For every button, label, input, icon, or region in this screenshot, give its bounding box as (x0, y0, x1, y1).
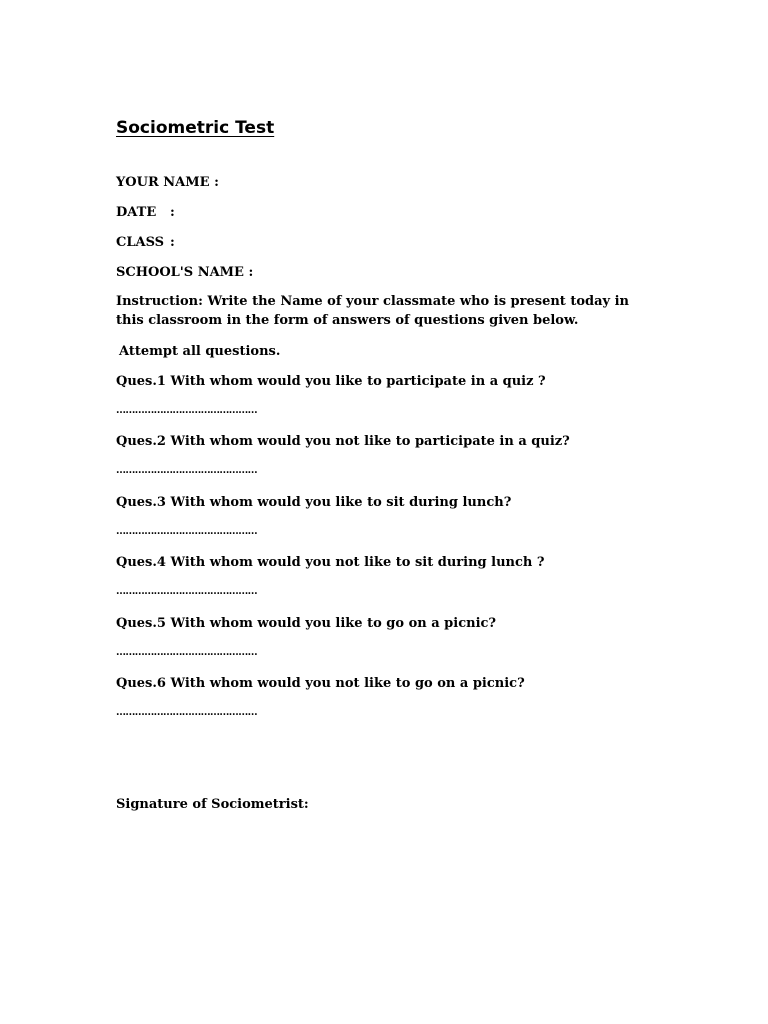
question-3: Ques.3 With whom would you like to sit during lunch? (116, 495, 512, 510)
class-label: CLASS (116, 235, 165, 250)
date-separator: : (170, 205, 175, 220)
question-6: Ques.6 With whom would you not like to go on a picnic? (116, 676, 525, 691)
class-separator: : (170, 235, 175, 250)
date-field (116, 203, 175, 222)
date-label: DATE (116, 205, 157, 220)
signature-label: Signature of Sociometrist: (116, 797, 309, 812)
instruction-text: Instruction: Write the Name of your classmate who is present today in this classroom in the form of answers of questions given below. (116, 294, 629, 328)
answer-blank-3: ……………………………………… (116, 526, 258, 537)
school-name-separator: : (248, 265, 254, 280)
attempt-note: Attempt all questions. (119, 344, 281, 359)
answer-blank-5: ……………………………………… (116, 647, 258, 658)
answer-blank-2: ……………………………………… (116, 465, 258, 476)
question-4: Ques.4 With whom would you not like to sit during lunch ? (116, 555, 545, 570)
answer-blank-1: ……………………………………… (116, 405, 258, 416)
your-name-label: YOUR NAME (116, 175, 210, 190)
question-5: Ques.5 With whom would you like to go on a picnic? (116, 616, 497, 631)
school-name-field (116, 263, 253, 282)
school-name-label: SCHOOL'S NAME (116, 265, 244, 280)
question-2: Ques.2 With whom would you not like to participate in a quiz? (116, 434, 570, 449)
document-title: Sociometric Test (116, 118, 275, 138)
your-name-field (116, 173, 219, 192)
question-1: Ques.1 With whom would you like to participate in a quiz ? (116, 374, 546, 389)
class-field (116, 233, 175, 252)
answer-blank-4: ……………………………………… (116, 586, 258, 597)
your-name-separator: : (214, 175, 219, 190)
answer-blank-6: ……………………………………… (116, 707, 258, 718)
